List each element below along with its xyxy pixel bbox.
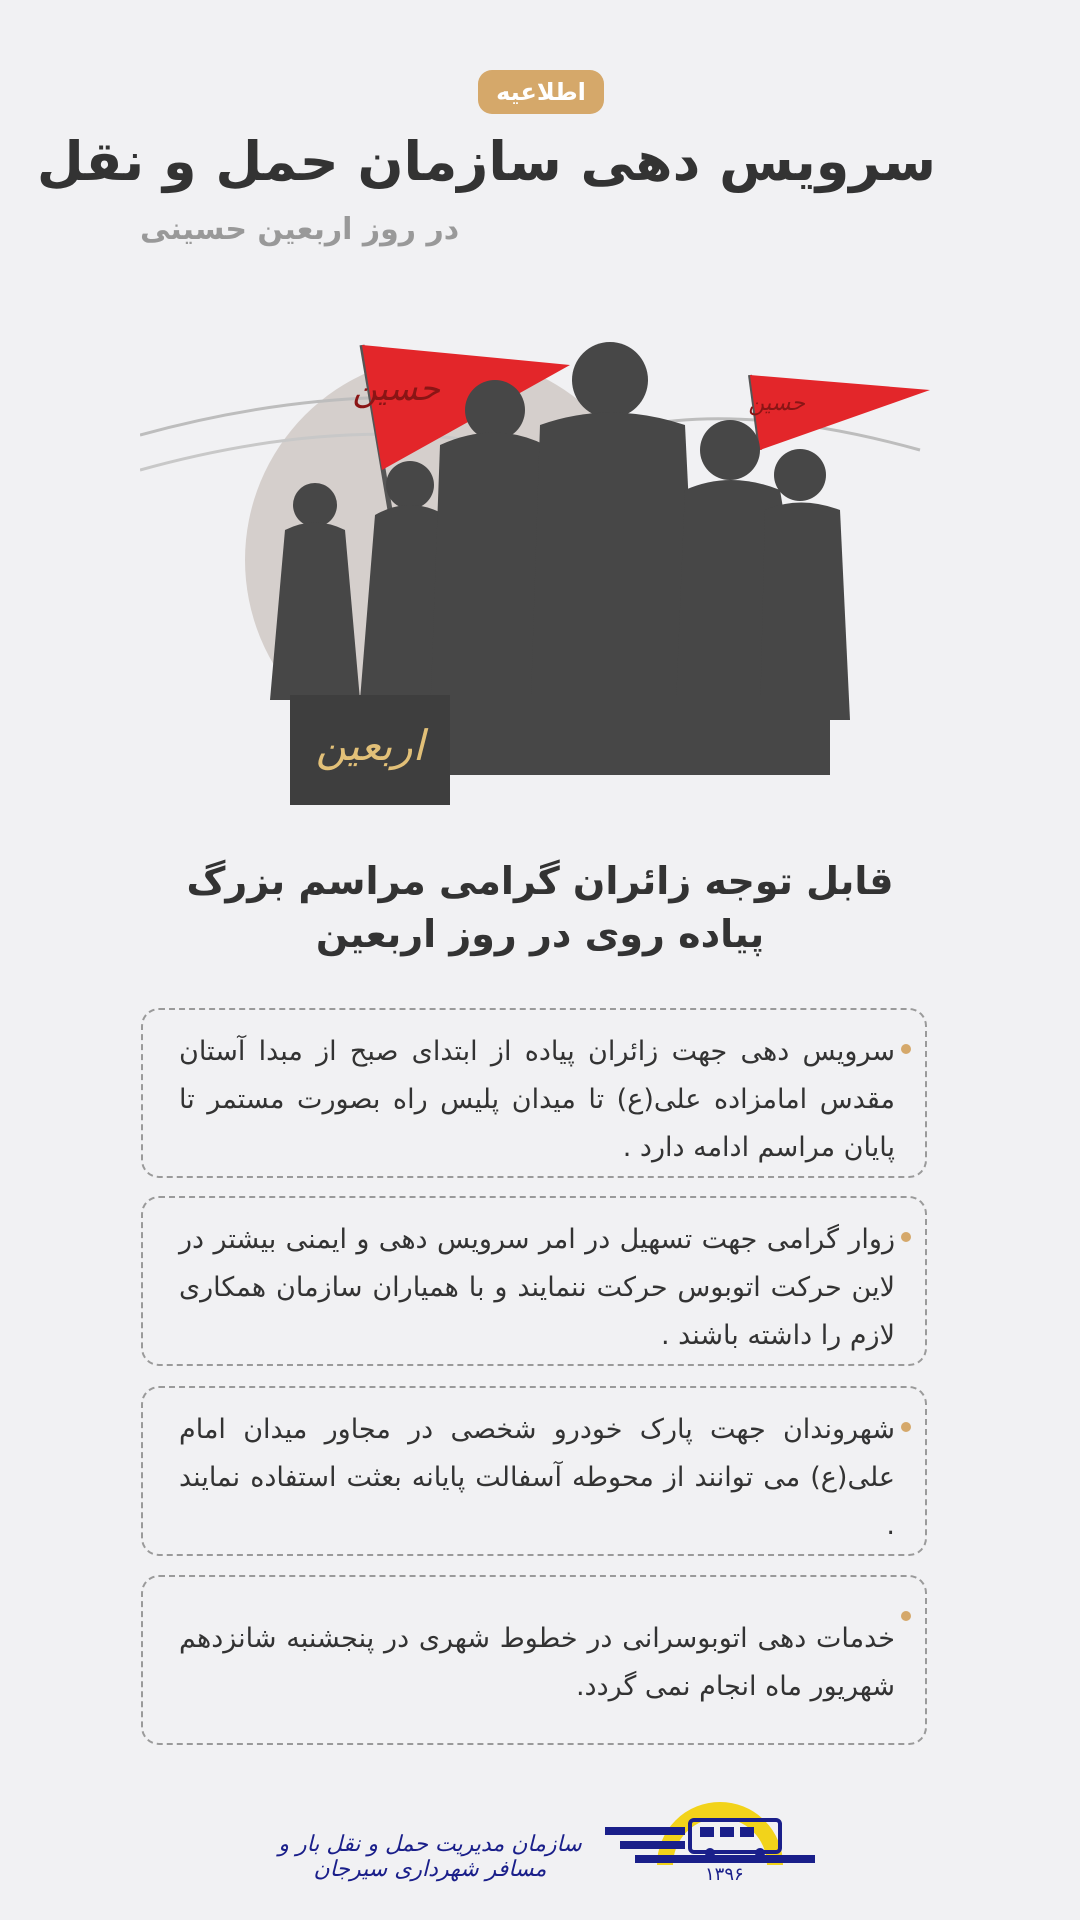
arbaeen-logo-text: اربعین bbox=[315, 721, 425, 770]
bullet-icon bbox=[901, 1232, 911, 1242]
flag-calligraphy: حسین bbox=[352, 369, 440, 409]
notice-text: شهروندان جهت پارک خودرو شخصی در مجاور میدان امام علی(ع) می توانند از محوطه آسفالت پایانه بعثت استفاده نمایند . bbox=[179, 1414, 895, 1541]
notice-card-2 bbox=[141, 1196, 927, 1366]
notice-text: سرویس دهی جهت زائران پیاده از ابتدای صبح از مبدا آستان مقدس امامزاده علی(ع) تا میدان پلیس راه بصورت مستمر تا پایان مراسم ادامه دارد . bbox=[179, 1036, 895, 1163]
page-title: سرویس دهی سازمان حمل و نقل bbox=[36, 130, 936, 193]
notice-text: خدمات دهی اتوبوسرانی در خطوط شهری در پنجشنبه شانزدهم شهریور ماه انجام نمی گردد. bbox=[179, 1623, 895, 1702]
bullet-icon bbox=[901, 1422, 911, 1432]
logo-year: ۱۳۹۶ bbox=[705, 1864, 744, 1885]
page-subtitle: در روز اربعین حسینی bbox=[140, 212, 460, 247]
headline-line-1: قابل توجه زائران گرامی مراسم بزرگ bbox=[186, 859, 894, 903]
organization-name: سازمان مدیریت حمل و نقل بار و مسافر شهرداری سیرجان bbox=[278, 1832, 582, 1882]
bullet-icon bbox=[901, 1611, 911, 1621]
notice-card-1 bbox=[141, 1008, 927, 1178]
flag-calligraphy-small: حسین bbox=[748, 391, 805, 416]
arbaeen-pilgrims-illustration bbox=[140, 320, 940, 810]
announcement-badge: اطلاعیه bbox=[478, 70, 604, 114]
headline-line-2: پیاده روی در روز اربعین bbox=[315, 912, 765, 957]
notice-card-3 bbox=[141, 1386, 927, 1556]
bullet-icon bbox=[901, 1044, 911, 1054]
notice-card-4 bbox=[141, 1575, 927, 1745]
headline bbox=[120, 855, 960, 961]
notice-text: زوار گرامی جهت تسهیل در امر سرویس دهی و ایمنی بیشتر در لاین حرکت اتوبوس حرکت ننمایند و با همیاران سازمان همکاری لازم را داشته باشند . bbox=[179, 1224, 895, 1351]
